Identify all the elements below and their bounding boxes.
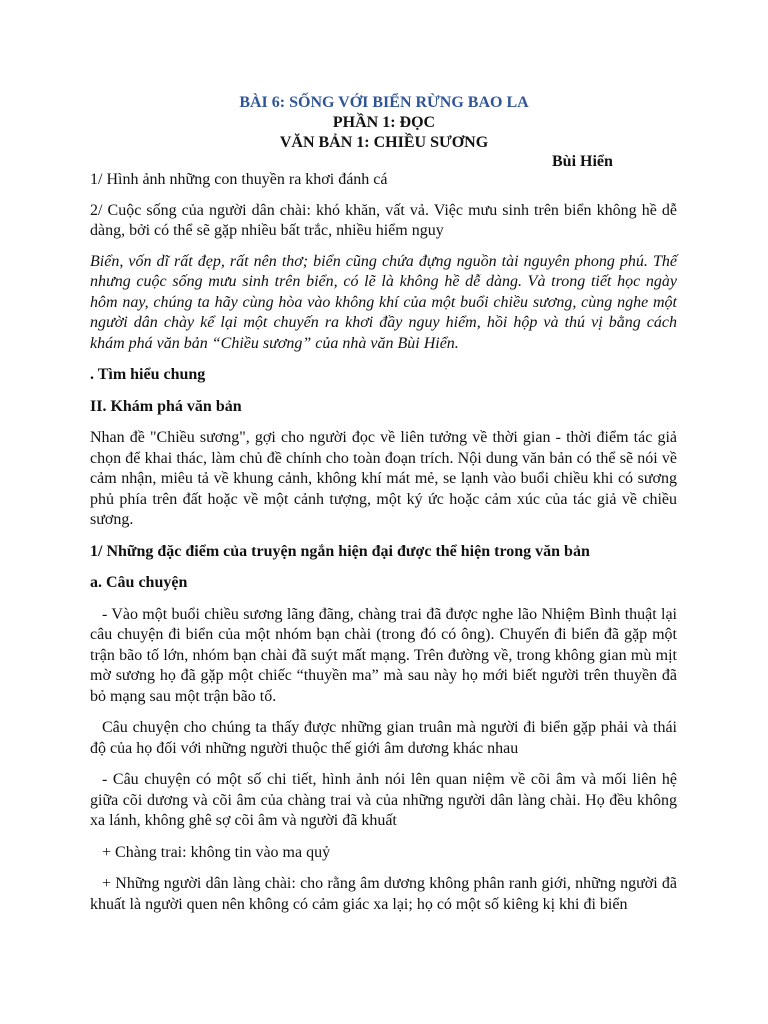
heading-block: [0, 93, 768, 153]
lesson-title: BÀI 6: SỐNG VỚI BIỂN RỪNG BAO LA: [239, 94, 529, 111]
document-body: [90, 170, 677, 915]
author-name: Bùi Hiển: [552, 153, 613, 170]
paragraph-conclusion: [90, 718, 677, 759]
paragraph-villagers: + Những người dân làng chài: cho rằng âm dương không phân ranh giới, những người đã khuất là người quen nên không có cảm giác xa lại; họ có một số kiêng kị khi đi biển: [90, 875, 677, 913]
heading-story: a. Câu chuyện: [90, 574, 188, 591]
part-title: PHẦN 1: ĐỌC: [332, 114, 436, 131]
paragraph-1: 1/ Hình ảnh những con thuyền ra khơi đánh cá: [90, 171, 388, 188]
paragraph-young-man: + Chàng trai: không tin vào ma quỷ: [102, 843, 331, 861]
heading-overview: . Tìm hiểu chung: [90, 366, 206, 383]
paragraph-story: - Vào một buổi chiều sương lãng đãng, chàng trai đã được nghe lão Nhiệm Bình thuật lại câu chuyện đi biển của một nhóm bạn chài (trong đó có ông). Chuyến đi biển đã gặp một trận bão tố lớn, nhóm bạn chài đã suýt mất mạng. Trên đường về, trong không gian mù mịt mờ sương họ đã gặp một chiếc “thuyền ma” mà sau này họ mới biết người trên thuyền đã bỏ mạng sau một trận bão tố.: [90, 605, 677, 705]
heading-explore: II. Khám phá văn bản: [90, 397, 242, 415]
paragraph-intro: [90, 252, 677, 355]
paragraph-2: 2/ Cuộc sống của người dân chài: khó khăn, vất vả. Việc mưu sinh trên biển không hề dễ dàng, bởi có thể sẽ gặp nhiều bất trắc, nhiều hiểm nguy: [90, 201, 677, 239]
paragraph-title-meaning: Nhan đề "Chiều sương", gợi cho người đọc về liên tưởng về thời gian - thời điểm tác giả chọn để khai thác, làm chủ đề chính cho toàn đoạn trích. Nội dung văn bản có thể sẽ nói về cảm nhận, miêu tả về khung cảnh, không khí mát mẻ, se lạnh vào buổi chiều khi có sương phủ phía trên đất hoặc về một cảnh tượng, một ký ức hoặc cảm xúc của tác giả về chiều sương.: [90, 429, 677, 528]
heading-features: 1/ Những đặc điểm của truyện ngắn hiện đại được thể hiện trong văn bản: [90, 542, 590, 560]
intro-text: Biển, vốn dĩ rất đẹp, rất nên thơ; biển cũng chứa đựng nguồn tài nguyên phong phú. Thế nhưng cuộc sống mưu sinh trên biển, có lẽ là không hề dễ dàng. Và trong tiết học ngày hôm nay, chúng ta hãy cùng hòa vào không khí của một buổi chiều sương, cùng nghe một người dân chày kể lại một chuyến ra khơi đầy nguy hiểm, hồi hộp và thú vị bằng cách khám phá văn bản “Chiều sương” của nhà văn Bùi Hiển.: [90, 252, 677, 352]
text-title: VĂN BẢN 1: CHIỀU SƯƠNG: [279, 134, 489, 151]
paragraph-details: - Câu chuyện có một số chi tiết, hình ảnh nói lên quan niệm về cõi âm và mối liên hệ giữa cõi dương và cõi âm của chàng trai và của những người dân làng chài. Họ đều không xa lánh, không ghê sợ cõi âm và người đã khuất: [90, 771, 677, 829]
conclusion-text: Câu chuyện cho chúng ta thấy được những gian truân mà người đi biển gặp phải và thái độ của họ đối với những người thuộc thế giới âm dương khác nhau: [90, 719, 677, 757]
